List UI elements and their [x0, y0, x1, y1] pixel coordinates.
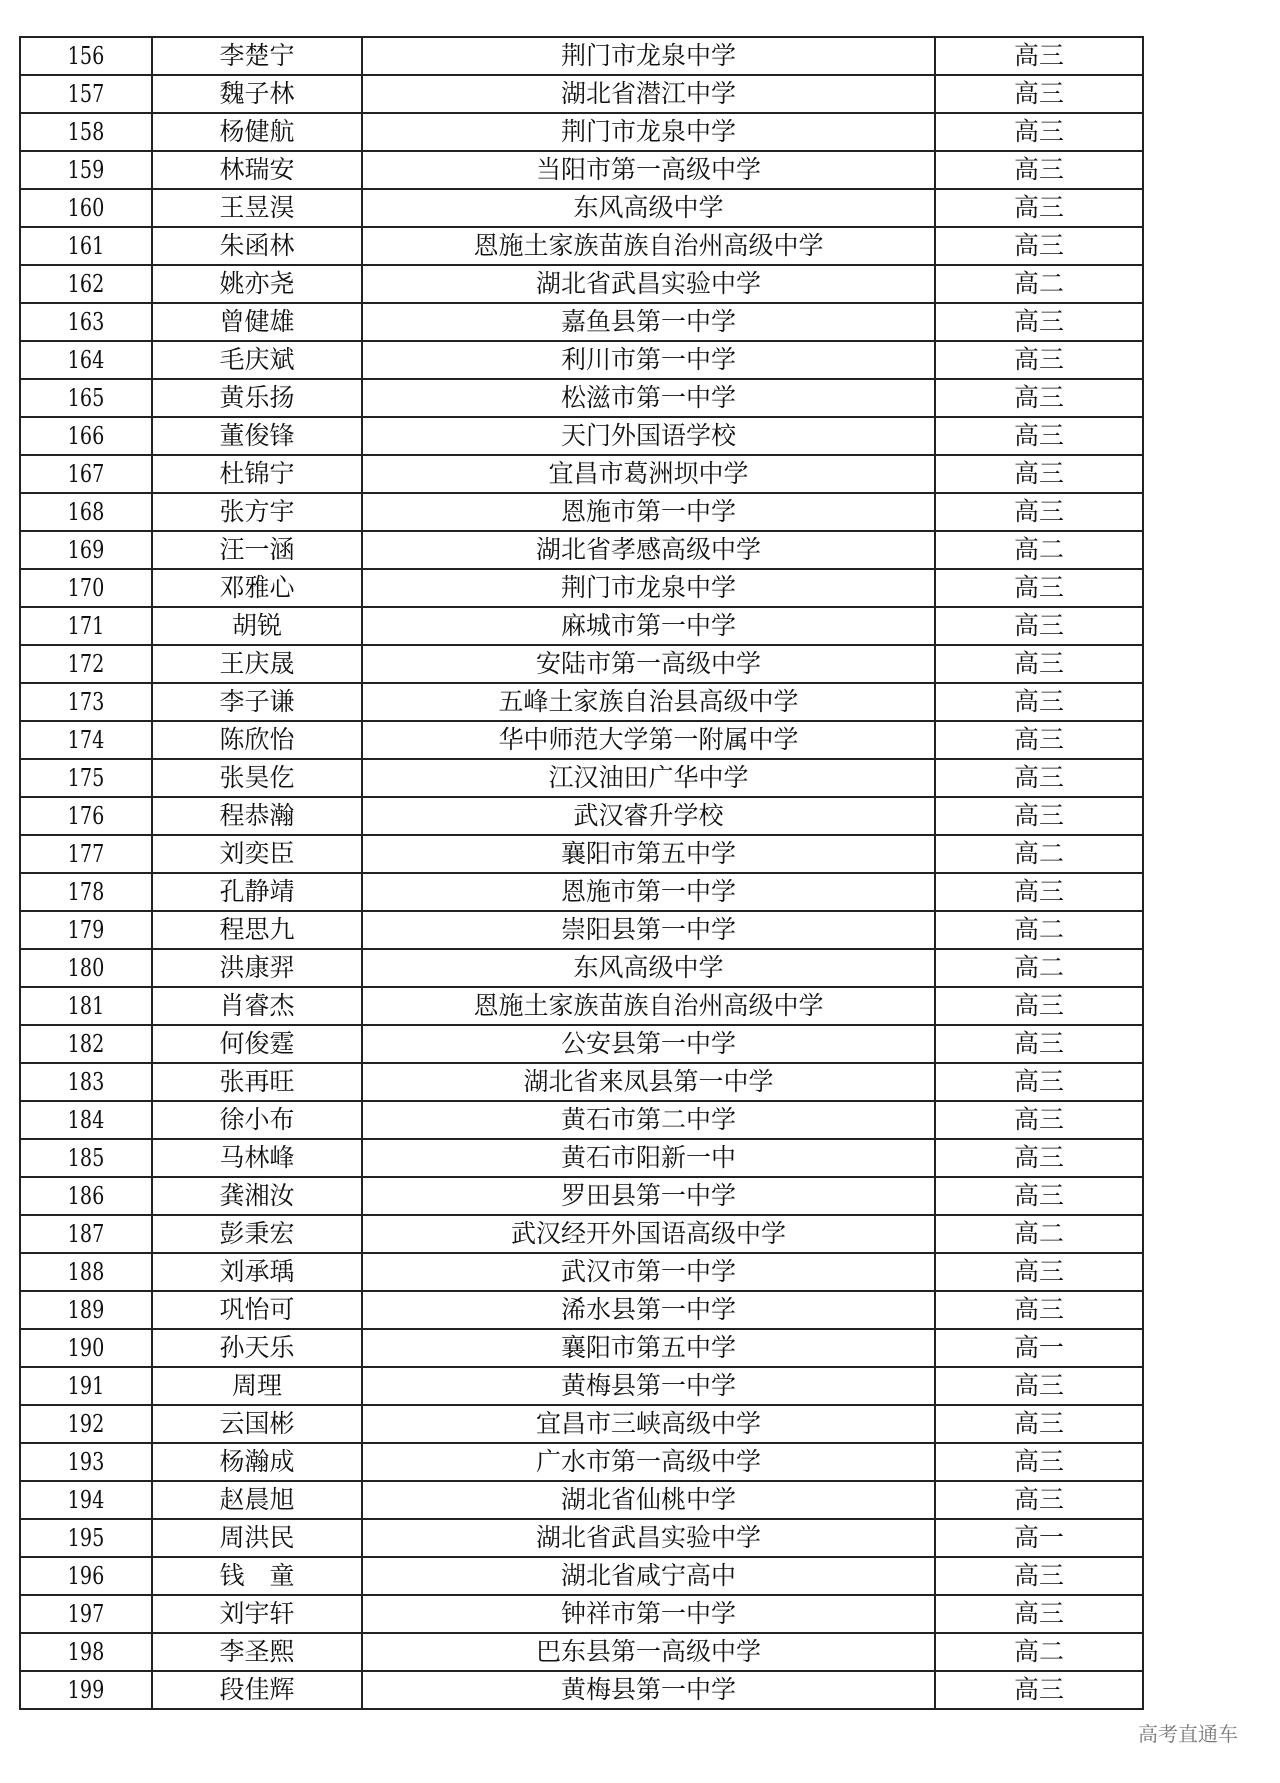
cell-grade: 高三	[935, 1443, 1143, 1481]
table-row	[20, 1481, 1143, 1519]
table-row	[20, 379, 1143, 417]
cell-name: 王昱淏	[152, 189, 362, 227]
cell-grade: 高三	[935, 1367, 1143, 1405]
cell-name: 刘奕臣	[152, 835, 362, 873]
cell-grade: 高二	[935, 1633, 1143, 1671]
table-row	[20, 1671, 1143, 1709]
cell-school: 天门外国语学校	[362, 417, 935, 455]
table-row	[20, 151, 1143, 189]
table-row	[20, 645, 1143, 683]
cell-grade: 高三	[935, 1063, 1143, 1101]
cell-number: 156	[33, 37, 139, 75]
cell-school: 当阳市第一高级中学	[362, 151, 935, 189]
cell-name: 姚亦尧	[152, 265, 362, 303]
table-row	[20, 987, 1143, 1025]
cell-grade: 高三	[935, 607, 1143, 645]
cell-school: 恩施土家族苗族自治州高级中学	[362, 987, 935, 1025]
cell-school: 荆门市龙泉中学	[362, 37, 935, 75]
cell-school: 东风高级中学	[362, 189, 935, 227]
cell-school: 武汉经开外国语高级中学	[362, 1215, 935, 1253]
table-row	[20, 721, 1143, 759]
cell-grade: 高三	[935, 189, 1143, 227]
cell-school: 麻城市第一中学	[362, 607, 935, 645]
cell-school: 安陆市第一高级中学	[362, 645, 935, 683]
cell-name: 张昊仡	[152, 759, 362, 797]
cell-number: 164	[33, 341, 139, 379]
cell-name: 孙天乐	[152, 1329, 362, 1367]
table-row	[20, 1329, 1143, 1367]
cell-number: 191	[33, 1367, 139, 1405]
cell-grade: 高三	[935, 1405, 1143, 1443]
cell-number: 165	[33, 379, 139, 417]
cell-grade: 高三	[935, 1595, 1143, 1633]
cell-number: 163	[33, 303, 139, 341]
cell-grade: 高三	[935, 303, 1143, 341]
cell-school: 巴东县第一高级中学	[362, 1633, 935, 1671]
cell-school: 湖北省来凤县第一中学	[362, 1063, 935, 1101]
table-row	[20, 1177, 1143, 1215]
table-row	[20, 911, 1143, 949]
cell-grade: 高三	[935, 227, 1143, 265]
cell-school: 湖北省咸宁高中	[362, 1557, 935, 1595]
cell-school: 东风高级中学	[362, 949, 935, 987]
table-row	[20, 1443, 1143, 1481]
table-row	[20, 569, 1143, 607]
cell-number: 162	[33, 265, 139, 303]
cell-number: 166	[33, 417, 139, 455]
table-row	[20, 265, 1143, 303]
table-row	[20, 1557, 1143, 1595]
table-row	[20, 1253, 1143, 1291]
cell-grade: 高三	[935, 1557, 1143, 1595]
cell-number: 197	[33, 1595, 139, 1633]
table-row	[20, 1139, 1143, 1177]
table-row	[20, 873, 1143, 911]
cell-number: 195	[33, 1519, 139, 1557]
cell-grade: 高二	[935, 531, 1143, 569]
table-row	[20, 1367, 1143, 1405]
cell-school: 钟祥市第一中学	[362, 1595, 935, 1633]
cell-number: 168	[33, 493, 139, 531]
cell-number: 167	[33, 455, 139, 493]
cell-school: 湖北省孝感高级中学	[362, 531, 935, 569]
table-row	[20, 1595, 1143, 1633]
cell-name: 朱函林	[152, 227, 362, 265]
cell-grade: 高三	[935, 75, 1143, 113]
table-row	[20, 341, 1143, 379]
cell-number: 161	[33, 227, 139, 265]
cell-number: 189	[33, 1291, 139, 1329]
cell-name: 邓雅心	[152, 569, 362, 607]
cell-school: 湖北省潜江中学	[362, 75, 935, 113]
cell-school: 黄梅县第一中学	[362, 1671, 935, 1709]
cell-grade: 高三	[935, 1025, 1143, 1063]
cell-name: 魏子林	[152, 75, 362, 113]
cell-name: 董俊锋	[152, 417, 362, 455]
cell-school: 广水市第一高级中学	[362, 1443, 935, 1481]
cell-school: 荆门市龙泉中学	[362, 569, 935, 607]
cell-school: 嘉鱼县第一中学	[362, 303, 935, 341]
cell-number: 192	[33, 1405, 139, 1443]
cell-school: 武汉睿升学校	[362, 797, 935, 835]
cell-grade: 高一	[935, 1329, 1143, 1367]
cell-grade: 高三	[935, 569, 1143, 607]
cell-name: 胡锐	[152, 607, 362, 645]
cell-grade: 高三	[935, 797, 1143, 835]
cell-number: 170	[33, 569, 139, 607]
cell-name: 洪康羿	[152, 949, 362, 987]
table-row	[20, 227, 1143, 265]
cell-grade: 高二	[935, 835, 1143, 873]
cell-school: 恩施市第一中学	[362, 493, 935, 531]
cell-name: 杜锦宁	[152, 455, 362, 493]
cell-name: 孔静靖	[152, 873, 362, 911]
cell-grade: 高三	[935, 873, 1143, 911]
cell-number: 173	[33, 683, 139, 721]
cell-number: 182	[33, 1025, 139, 1063]
cell-school: 黄石市阳新一中	[362, 1139, 935, 1177]
cell-name: 刘宇轩	[152, 1595, 362, 1633]
table-row	[20, 37, 1143, 75]
cell-name: 陈欣怡	[152, 721, 362, 759]
cell-school: 恩施土家族苗族自治州高级中学	[362, 227, 935, 265]
cell-name: 程思九	[152, 911, 362, 949]
cell-number: 158	[33, 113, 139, 151]
cell-name: 龚湘汝	[152, 1177, 362, 1215]
student-list-table	[19, 36, 1144, 1710]
table-row	[20, 417, 1143, 455]
cell-grade: 高三	[935, 1481, 1143, 1519]
cell-grade: 高三	[935, 1101, 1143, 1139]
cell-name: 钱 童	[152, 1557, 362, 1595]
cell-number: 181	[33, 987, 139, 1025]
cell-number: 194	[33, 1481, 139, 1519]
cell-grade: 高三	[935, 645, 1143, 683]
cell-number: 183	[33, 1063, 139, 1101]
cell-school: 罗田县第一中学	[362, 1177, 935, 1215]
cell-number: 199	[33, 1671, 139, 1709]
cell-school: 浠水县第一中学	[362, 1291, 935, 1329]
cell-number: 196	[33, 1557, 139, 1595]
cell-grade: 高二	[935, 265, 1143, 303]
cell-grade: 高三	[935, 417, 1143, 455]
table-row	[20, 1101, 1143, 1139]
cell-number: 159	[33, 151, 139, 189]
cell-school: 公安县第一中学	[362, 1025, 935, 1063]
watermark: 高考直通车	[1138, 1722, 1238, 1746]
cell-grade: 高三	[935, 37, 1143, 75]
cell-school: 湖北省武昌实验中学	[362, 265, 935, 303]
table-row	[20, 683, 1143, 721]
table-row	[20, 75, 1143, 113]
cell-number: 193	[33, 1443, 139, 1481]
table-row	[20, 949, 1143, 987]
cell-name: 王庆晟	[152, 645, 362, 683]
cell-school: 黄石市第二中学	[362, 1101, 935, 1139]
cell-school: 宜昌市葛洲坝中学	[362, 455, 935, 493]
cell-number: 169	[33, 531, 139, 569]
cell-grade: 高三	[935, 683, 1143, 721]
cell-school: 华中师范大学第一附属中学	[362, 721, 935, 759]
cell-school: 宜昌市三峡高级中学	[362, 1405, 935, 1443]
cell-grade: 高一	[935, 1519, 1143, 1557]
cell-name: 赵晨旭	[152, 1481, 362, 1519]
cell-name: 曾健雄	[152, 303, 362, 341]
table-row	[20, 531, 1143, 569]
table-row	[20, 607, 1143, 645]
cell-grade: 高三	[935, 379, 1143, 417]
cell-grade: 高三	[935, 759, 1143, 797]
cell-school: 松滋市第一中学	[362, 379, 935, 417]
cell-number: 185	[33, 1139, 139, 1177]
cell-number: 188	[33, 1253, 139, 1291]
cell-name: 巩怡可	[152, 1291, 362, 1329]
cell-grade: 高三	[935, 721, 1143, 759]
cell-number: 157	[33, 75, 139, 113]
table-row	[20, 1063, 1143, 1101]
cell-grade: 高三	[935, 1177, 1143, 1215]
cell-number: 179	[33, 911, 139, 949]
cell-number: 175	[33, 759, 139, 797]
cell-school: 江汉油田广华中学	[362, 759, 935, 797]
cell-grade: 高三	[935, 1253, 1143, 1291]
cell-number: 190	[33, 1329, 139, 1367]
cell-name: 张方宇	[152, 493, 362, 531]
table-row	[20, 1215, 1143, 1253]
cell-grade: 高二	[935, 1215, 1143, 1253]
cell-number: 178	[33, 873, 139, 911]
table-row	[20, 1519, 1143, 1557]
cell-school: 湖北省武昌实验中学	[362, 1519, 935, 1557]
cell-name: 段佳辉	[152, 1671, 362, 1709]
cell-grade: 高三	[935, 1139, 1143, 1177]
cell-name: 马林峰	[152, 1139, 362, 1177]
cell-school: 恩施市第一中学	[362, 873, 935, 911]
cell-number: 172	[33, 645, 139, 683]
cell-name: 杨瀚成	[152, 1443, 362, 1481]
cell-grade: 高三	[935, 113, 1143, 151]
cell-name: 李圣熙	[152, 1633, 362, 1671]
cell-school: 五峰土家族自治县高级中学	[362, 683, 935, 721]
cell-school: 崇阳县第一中学	[362, 911, 935, 949]
table-row	[20, 759, 1143, 797]
cell-grade: 高三	[935, 1671, 1143, 1709]
cell-name: 毛庆斌	[152, 341, 362, 379]
cell-school: 襄阳市第五中学	[362, 1329, 935, 1367]
cell-number: 171	[33, 607, 139, 645]
table-row	[20, 1291, 1143, 1329]
cell-number: 187	[33, 1215, 139, 1253]
table-row	[20, 1633, 1143, 1671]
cell-name: 云国彬	[152, 1405, 362, 1443]
cell-name: 彭秉宏	[152, 1215, 362, 1253]
table-row	[20, 1025, 1143, 1063]
cell-grade: 高三	[935, 341, 1143, 379]
table-row	[20, 493, 1143, 531]
cell-name: 汪一涵	[152, 531, 362, 569]
cell-grade: 高三	[935, 455, 1143, 493]
cell-number: 186	[33, 1177, 139, 1215]
table-row	[20, 455, 1143, 493]
cell-name: 肖睿杰	[152, 987, 362, 1025]
table-row	[20, 189, 1143, 227]
table-row	[20, 113, 1143, 151]
cell-name: 张再旺	[152, 1063, 362, 1101]
table-row	[20, 835, 1143, 873]
cell-school: 湖北省仙桃中学	[362, 1481, 935, 1519]
table-body	[20, 37, 1143, 1709]
cell-name: 周洪民	[152, 1519, 362, 1557]
cell-name: 林瑞安	[152, 151, 362, 189]
cell-name: 徐小布	[152, 1101, 362, 1139]
cell-name: 刘承瑀	[152, 1253, 362, 1291]
cell-school: 利川市第一中学	[362, 341, 935, 379]
cell-number: 160	[33, 189, 139, 227]
cell-grade: 高二	[935, 911, 1143, 949]
cell-number: 180	[33, 949, 139, 987]
cell-grade: 高三	[935, 493, 1143, 531]
cell-number: 176	[33, 797, 139, 835]
cell-name: 何俊霆	[152, 1025, 362, 1063]
cell-number: 184	[33, 1101, 139, 1139]
cell-school: 黄梅县第一中学	[362, 1367, 935, 1405]
cell-name: 周理	[152, 1367, 362, 1405]
cell-number: 174	[33, 721, 139, 759]
cell-name: 杨健航	[152, 113, 362, 151]
cell-school: 襄阳市第五中学	[362, 835, 935, 873]
cell-school: 武汉市第一中学	[362, 1253, 935, 1291]
cell-grade: 高三	[935, 1291, 1143, 1329]
cell-school: 荆门市龙泉中学	[362, 113, 935, 151]
cell-grade: 高二	[935, 949, 1143, 987]
table-row	[20, 797, 1143, 835]
table-row	[20, 303, 1143, 341]
cell-name: 黄乐扬	[152, 379, 362, 417]
cell-name: 李楚宁	[152, 37, 362, 75]
cell-number: 198	[33, 1633, 139, 1671]
cell-number: 177	[33, 835, 139, 873]
table-row	[20, 1405, 1143, 1443]
cell-grade: 高三	[935, 987, 1143, 1025]
cell-grade: 高三	[935, 151, 1143, 189]
cell-name: 程恭瀚	[152, 797, 362, 835]
cell-name: 李子谦	[152, 683, 362, 721]
